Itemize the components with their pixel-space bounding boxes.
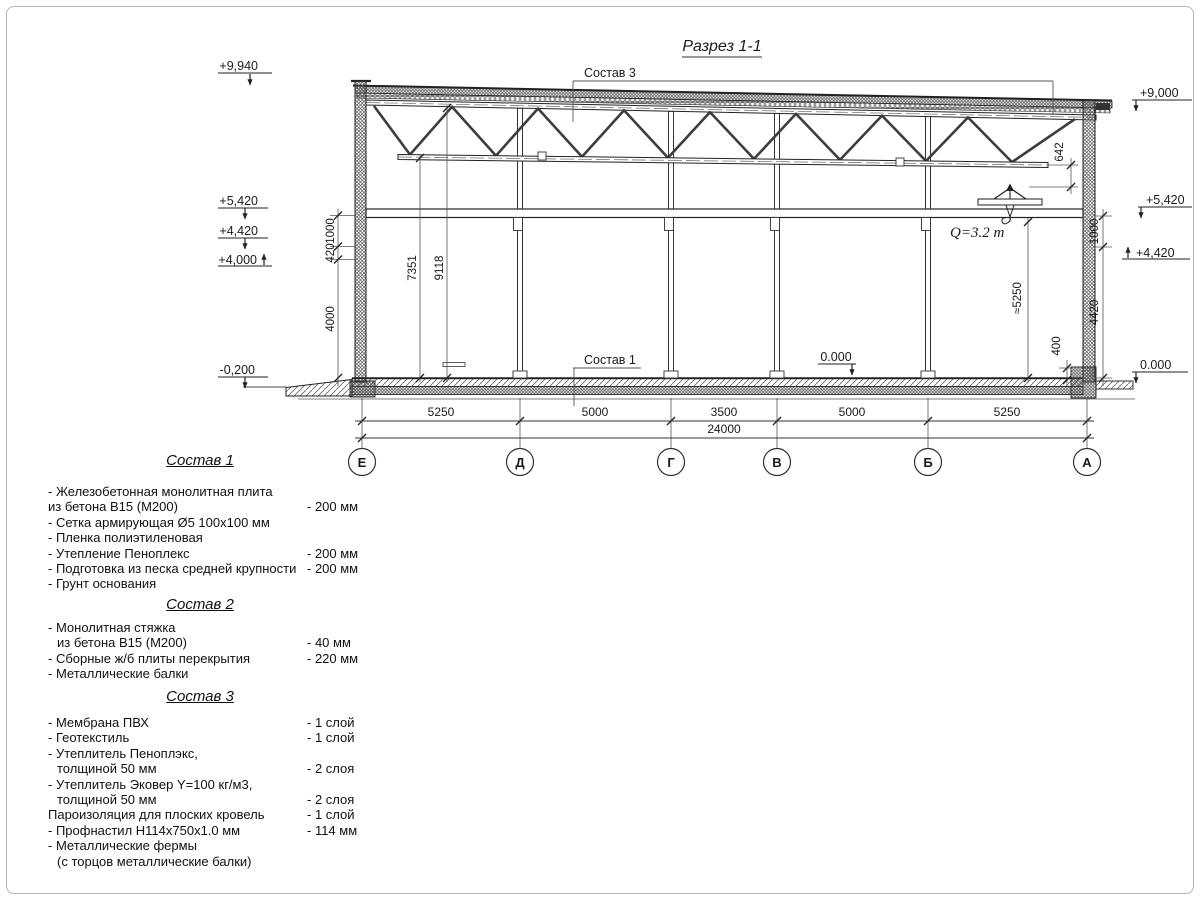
- column-corbel: [514, 218, 523, 231]
- item-text: - Грунт основания: [48, 576, 157, 592]
- elev-0000-mid: [818, 350, 856, 376]
- floor-base-layer: [352, 386, 1083, 394]
- item-text: - Подготовка из песка средней крупности: [48, 560, 297, 576]
- list-item: [30, 807, 370, 822]
- elev-9000: [1132, 86, 1192, 112]
- right-vertical-dims: [1012, 142, 1112, 386]
- item-value: - 1 слой: [307, 715, 355, 730]
- item-value: - 200 мм: [307, 560, 359, 576]
- item-value: - 2 слоя: [307, 761, 355, 777]
- dim-1000-right: 1000: [1089, 218, 1101, 245]
- list-item: [30, 576, 370, 591]
- item-text: толщиной 50 мм: [57, 791, 157, 807]
- axis-b-label: Б: [923, 455, 933, 470]
- list-item: [30, 561, 370, 576]
- dim-4420: 4420: [1089, 299, 1101, 326]
- item-text: - Металлические балки: [48, 666, 189, 682]
- list-item: [30, 530, 370, 545]
- list-item: [30, 666, 370, 681]
- list-item: [30, 546, 370, 561]
- dim-bay4: 5000: [838, 405, 866, 419]
- dim-bay2: 5000: [581, 405, 609, 419]
- elev-4000-label: +4,000: [218, 253, 257, 267]
- drawing-title: [682, 38, 762, 57]
- elev-arrow-down-icon: [1133, 372, 1138, 384]
- dim-400: 400: [1051, 336, 1063, 356]
- column-base: [770, 371, 784, 378]
- item-value: - 200 мм: [307, 499, 359, 515]
- item-value: - 40 мм: [307, 635, 351, 651]
- item-text: из бетона В15 (М200): [48, 499, 178, 515]
- list-item: [30, 715, 370, 730]
- left-vertical-dims: [325, 104, 451, 386]
- composition-2-title: Состав 2: [166, 596, 234, 613]
- item-text: из бетона В15 (М200): [57, 635, 187, 651]
- list-item: [30, 484, 370, 499]
- list-item: [30, 777, 370, 792]
- right-foundation: [1071, 367, 1096, 398]
- item-value: - 220 мм: [307, 650, 359, 666]
- elev-9940: [218, 59, 272, 86]
- item-text: - Сетка армирующая Ø5 100х100 мм: [48, 514, 270, 530]
- axis-v: [764, 449, 791, 476]
- dim-4000: 4000: [325, 306, 337, 332]
- chord-splice-plate: [538, 152, 546, 160]
- dim-9118: 9118: [434, 255, 446, 281]
- floor-slab: [243, 363, 1135, 400]
- dim-bay3: 3500: [710, 405, 738, 419]
- item-text: (с торцов металлические балки): [57, 853, 252, 869]
- elev-5420-left: [218, 194, 268, 220]
- callout-sostav1-label: Состав 1: [584, 353, 636, 367]
- elev-4420l-label: +4,420: [219, 224, 258, 238]
- column-corbel: [771, 218, 780, 231]
- elev-4420r-label: +4,420: [1136, 246, 1175, 260]
- composition-1-rows: [30, 484, 370, 592]
- composition-3-title: Состав 3: [166, 688, 234, 705]
- elev-9000-label: +9,000: [1140, 86, 1179, 100]
- item-text: - Утеплитель Пеноплэкс,: [48, 745, 198, 761]
- list-item: [30, 761, 370, 776]
- item-text: - Утеплитель Эковер Y=100 кг/м3,: [48, 776, 253, 792]
- elev-0000-right: [1132, 358, 1188, 384]
- roof-edge-beam: [1096, 103, 1110, 110]
- list-item: [30, 730, 370, 745]
- item-text: толщиной 50 мм: [57, 761, 157, 777]
- elev-4420-right: [1122, 246, 1190, 260]
- item-value: - 114 мм: [307, 822, 358, 838]
- axis-a: [1074, 449, 1101, 476]
- elev-arrow-up-icon: [1125, 247, 1130, 259]
- axis-g-label: Г: [667, 455, 675, 470]
- list-item: [30, 651, 370, 666]
- list-item: [30, 854, 370, 869]
- elevation-marks-left: [218, 59, 272, 389]
- composition-1-title: Состав 1: [166, 452, 234, 469]
- item-value: - 1 слой: [307, 807, 355, 823]
- page-title: Разрез 1-1: [682, 38, 762, 55]
- elev-m0200: [218, 363, 268, 389]
- item-text: - Пленка полиэтиленовая: [48, 530, 203, 546]
- left-foundation: [350, 381, 375, 397]
- elev-9940-label: +9,940: [219, 59, 258, 73]
- elev-5420r-label: +5,420: [1146, 193, 1185, 207]
- elev-arrow-down-icon: [247, 74, 252, 86]
- elev-arrow-down-icon: [1133, 100, 1138, 112]
- item-value: - 200 мм: [307, 545, 359, 561]
- axis-a-label: А: [1082, 455, 1092, 470]
- elev-arrow-down-icon: [849, 364, 854, 376]
- list-item: [30, 792, 370, 807]
- axis-v-label: В: [772, 455, 782, 470]
- column-corbel: [665, 218, 674, 231]
- axis-bubbles: [349, 449, 1101, 476]
- item-text: - Монолитная стяжка: [48, 620, 176, 635]
- list-item: [30, 746, 370, 761]
- composition-1: [30, 452, 370, 592]
- item-value: - 1 слой: [307, 730, 355, 746]
- elev-arrow-down-icon: [1138, 207, 1143, 219]
- column-base: [513, 371, 527, 378]
- item-text: - Мембрана ПВХ: [48, 715, 149, 730]
- hoist-arrow: [1006, 184, 1014, 192]
- item-text: - Сборные ж/б плиты перекрытия: [48, 650, 251, 666]
- elev-arrow-down-icon: [242, 208, 247, 220]
- elev-0000r-label: 0.000: [1140, 358, 1172, 372]
- floor-plate: [443, 363, 465, 367]
- column-axis-d: [518, 108, 523, 378]
- axis-d: [507, 449, 534, 476]
- chord-splice-plate: [896, 158, 904, 166]
- list-item: [30, 635, 370, 650]
- dim-bay1: 5250: [427, 405, 455, 419]
- dim-hook-5250: ≈5250: [1012, 282, 1024, 314]
- item-text: - Утепление Пеноплекс: [48, 545, 190, 561]
- column-base: [921, 371, 935, 378]
- axis-e-label: Е: [357, 455, 367, 470]
- column-corbel: [922, 218, 931, 231]
- elev-arrow-up-icon: [261, 254, 266, 266]
- columns: [518, 108, 931, 378]
- column-axis-v: [775, 113, 780, 378]
- list-item: [30, 515, 370, 530]
- dim-total: 24000: [707, 422, 741, 436]
- callout-sostav3-label: Состав 3: [584, 66, 636, 80]
- bottom-dimensions: [355, 398, 1094, 449]
- column-base: [664, 371, 678, 378]
- elev-arrow-down-icon: [242, 238, 247, 250]
- elev-0000mid-label: 0.000: [820, 350, 852, 364]
- right-apron: [1096, 381, 1133, 389]
- dim-642: 642: [1054, 142, 1066, 162]
- list-item: [30, 838, 370, 853]
- elev-4000-left: [218, 253, 272, 267]
- composition-2: [30, 596, 370, 682]
- axis-g: [658, 449, 685, 476]
- left-wall: [355, 81, 366, 382]
- floor-screed-layer: [352, 379, 1083, 387]
- elev-5420l-label: +5,420: [219, 194, 258, 208]
- list-item: [30, 823, 370, 838]
- crane-capacity-label: Q=3.2 т: [950, 225, 1005, 241]
- dim-1000-left: 1000: [325, 218, 337, 244]
- item-text: Пароизоляция для плоских кровель: [48, 807, 265, 823]
- roof-assembly: [353, 86, 1112, 121]
- dim-bay5: 5250: [993, 405, 1021, 419]
- item-text: - Металлические фермы: [48, 838, 197, 854]
- composition-3-rows: [30, 715, 370, 869]
- item-text: - Геотекстиль: [48, 730, 130, 746]
- dim-420: 420: [325, 243, 337, 263]
- axis-b: [915, 449, 942, 476]
- dim-7351: 7351: [407, 255, 419, 281]
- elev-4420-left: [218, 224, 268, 250]
- item-value: - 2 слоя: [307, 791, 355, 807]
- composition-2-rows: [30, 620, 370, 682]
- axis-d-label: Д: [515, 455, 525, 470]
- composition-3: [30, 688, 370, 869]
- elevation-marks-right: [818, 86, 1192, 384]
- elev-m0200-label: -0,200: [219, 363, 255, 377]
- list-item: [30, 499, 370, 514]
- elev-5420-right: [1138, 193, 1192, 219]
- list-item: [30, 620, 370, 635]
- item-text: - Профнастил Н114х750х1.0 мм: [48, 822, 241, 838]
- item-text: - Железобетонная монолитная плита: [48, 484, 273, 499]
- left-apron: [286, 380, 352, 397]
